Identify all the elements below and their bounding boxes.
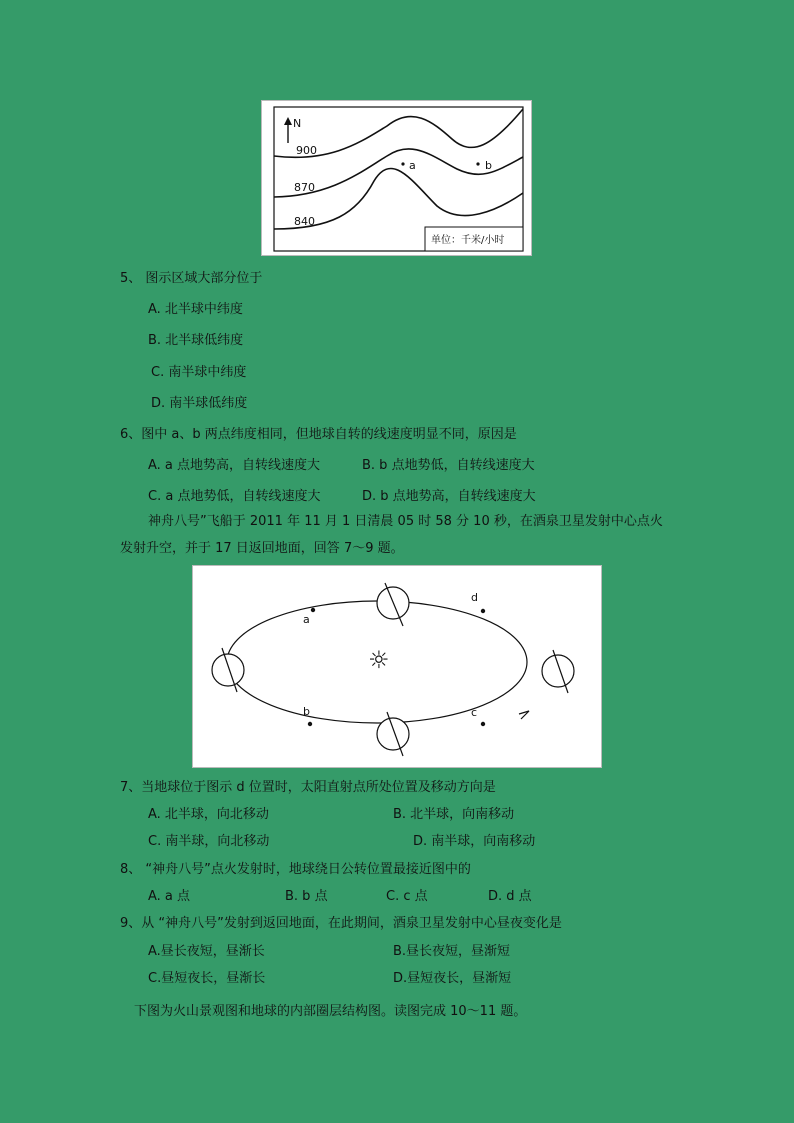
isoline-map-figure xyxy=(261,100,532,256)
q5-option-b: B. 北半球低纬度 xyxy=(148,333,244,348)
isoline-map-svg xyxy=(262,101,533,257)
q9-stem: 9、从 “神舟八号”发射到返回地面，在此期间，酒泉卫星发射中心昼夜变化是 xyxy=(120,916,562,931)
contour-label-840: 840 xyxy=(294,215,315,228)
q8-stem: 8、 “神舟八号”点火发射时，地球绕日公转位置最接近图中的 xyxy=(120,862,471,877)
orbit-label-b: b xyxy=(303,705,310,718)
contour-label-870: 870 xyxy=(294,181,315,194)
q9-option-d: D.昼短夜长，昼渐短 xyxy=(393,971,512,986)
contour-label-900: 900 xyxy=(296,144,317,157)
q5-option-a: A. 北半球中纬度 xyxy=(148,302,243,317)
unit-label: 单位：千米/小时 xyxy=(431,235,505,246)
q6-option-d: D. b 点地势高，自转线速度大 xyxy=(362,489,536,504)
q8-option-b: B. b 点 xyxy=(285,889,328,904)
point-b-label: b xyxy=(485,159,492,172)
q7-option-d: D. 南半球，向南移动 xyxy=(413,834,536,849)
q7-option-b: B. 北半球，向南移动 xyxy=(393,807,515,822)
north-arrow-head-icon xyxy=(284,117,292,125)
orbit-point-a xyxy=(311,608,315,612)
earth-bottom xyxy=(377,712,409,756)
q5-stem: 5、 图示区域大部分位于 xyxy=(120,271,263,286)
orbit-direction-arrow-icon xyxy=(519,711,529,719)
q6-option-b: B. b 点地势低，自转线速度大 xyxy=(362,458,535,473)
q7-option-c: C. 南半球，向北移动 xyxy=(148,834,270,849)
earth-orbit-figure xyxy=(192,565,602,768)
earth-orbit-svg xyxy=(193,566,603,769)
sun-icon: ☼ xyxy=(368,646,390,674)
earth-right xyxy=(542,650,574,693)
q6-stem: 6、图中 a、b 两点纬度相同，但地球自转的线速度明显不同，原因是 xyxy=(120,427,517,442)
q5-option-c: C. 南半球中纬度 xyxy=(151,365,247,380)
orbit-label-d: d xyxy=(471,591,478,604)
q6-option-c: C. a 点地势低，自转线速度大 xyxy=(148,489,321,504)
point-a-dot xyxy=(401,162,404,165)
q5-option-d: D. 南半球低纬度 xyxy=(151,396,248,411)
orbit-point-b xyxy=(308,722,312,726)
north-label: N xyxy=(293,117,302,130)
q7-stem: 7、当地球位于图示 d 位置时，太阳直射点所处位置及移动方向是 xyxy=(120,780,496,795)
earth-top xyxy=(377,583,409,626)
q8-option-a: A. a 点 xyxy=(148,889,191,904)
q9-option-b: B.昼长夜短，昼渐短 xyxy=(393,944,511,959)
intro-7-9-line2: 发射升空，并于 17 日返回地面，回答 7～9 题。 xyxy=(120,541,404,556)
q7-option-a: A. 北半球，向北移动 xyxy=(148,807,269,822)
q9-option-a: A.昼长夜短，昼渐长 xyxy=(148,944,265,959)
point-b-dot xyxy=(476,162,479,165)
intro-10-11: 下图为火山景观图和地球的内部圈层结构图。读图完成 10～11 题。 xyxy=(134,1004,527,1019)
q8-option-d: D. d 点 xyxy=(488,889,532,904)
q8-option-c: C. c 点 xyxy=(386,889,428,904)
q6-option-a: A. a 点地势高，自转线速度大 xyxy=(148,458,321,473)
q9-option-c: C.昼短夜长，昼渐长 xyxy=(148,971,266,986)
point-a-label: a xyxy=(409,159,416,172)
orbit-label-a: a xyxy=(303,613,310,626)
orbit-point-d xyxy=(481,609,485,613)
orbit-label-c: c xyxy=(471,706,478,719)
orbit-point-c xyxy=(481,722,485,726)
intro-7-9-line1: 神舟八号”飞船于 2011 年 11 月 1 日清晨 05 时 58 分 10 秒，在酒泉卫星发射中心点火 xyxy=(148,514,663,529)
